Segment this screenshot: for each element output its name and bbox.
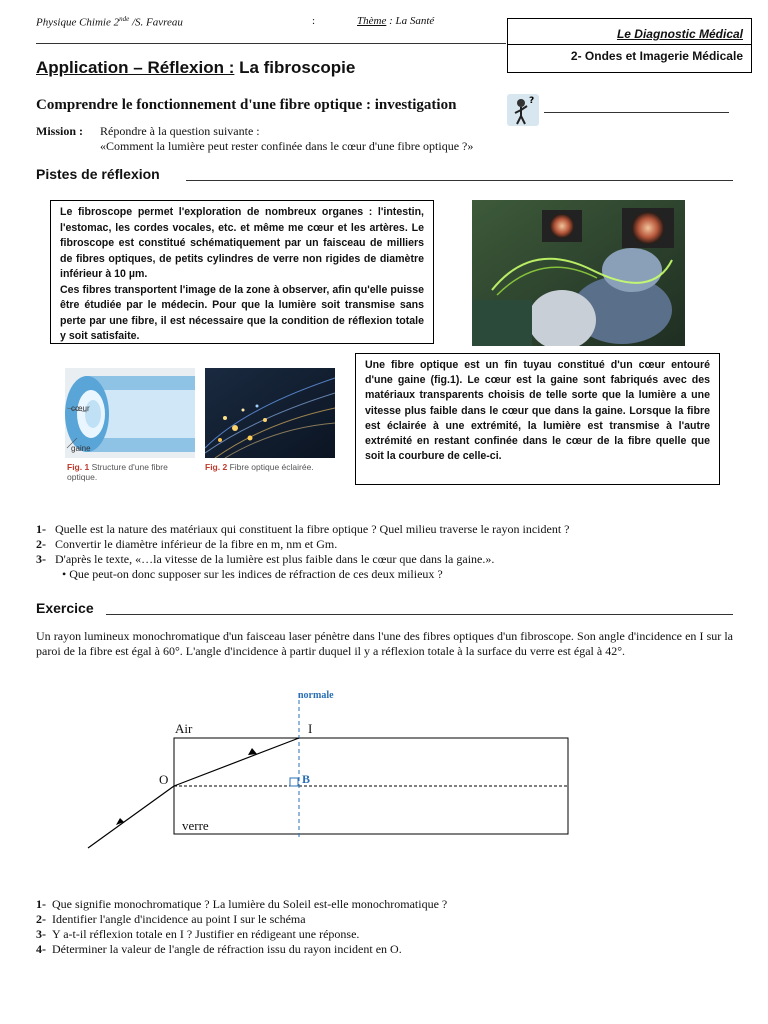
question-3 [36, 552, 494, 567]
question-number: 2- [36, 912, 46, 926]
question-text: D'après le texte, «…la vitesse de la lumière est plus faible dans le cœur que dans la gaine.». [55, 552, 495, 566]
air-label: Air [175, 721, 193, 736]
point-b-label: B [302, 772, 311, 786]
exercice-statement: Un rayon lumineux monochromatique d'un faisceau laser pénètre dans l'une des fibres optiques d'un fibroscope. Son angle d'incidence en I sur la paroi de la fibre est égal à 60°. L'angle d'incidence à partir duquel il y a réflexion totale à la surface du verre est égal à 42°. [36, 629, 733, 658]
question-number: 1- [36, 522, 46, 536]
question-2 [36, 537, 337, 552]
normal-label: normale [298, 690, 334, 701]
page-title-part2: La fibroscopie [234, 58, 356, 77]
fig1-number: Fig. 1 [67, 462, 90, 472]
lit-fiber-figure [205, 368, 335, 458]
fibroscope-paragraph-1: Le fibroscope permet l'exploration de nombreux organes : l'intestin, l'estomac, les cordes vocales, etc. et même me cœur et les artères. Le fibroscope est constitué schématiquement par un faisceau de milliers de fibres optiques, de petits cylindres de verre non rigides de diamètre inférieur à 10 µm. [60, 206, 424, 280]
incident-ray-arrow [116, 818, 124, 825]
mission-label: Mission : [36, 124, 84, 138]
pistes-heading: Pistes de réflexion [36, 166, 160, 182]
fig1-caption-text: Structure d'une fibre optique. [67, 462, 168, 482]
incident-ray [88, 786, 174, 848]
fibroscope-paragraph-2: Ces fibres transportent l'image de la zone à observer, afin qu'elle puisse être étudiée par le médecin. Pour que la lumière soit transmise sans perte par une fibre, il est nécessaire que la condition de réflexion totale y soit satisfaite. [60, 283, 424, 342]
fiber-structure-figure [65, 368, 195, 458]
question-number: 3- [36, 927, 46, 941]
question-number: 4- [36, 942, 46, 956]
question-text: Déterminer la valeur de l'angle de réfraction issu du rayon incident en O. [52, 942, 402, 956]
mission-line-1: Répondre à la question suivante : [100, 124, 260, 138]
chapter-subtitle: 2- Ondes et Imagerie Médicale [570, 49, 743, 63]
point-o-label: O [159, 772, 169, 787]
header-rule [36, 43, 506, 44]
question-text: Y a-t-il réflexion totale en I ? Justifier en rédigeant une réponse. [52, 927, 360, 941]
header-course [36, 15, 183, 29]
point-i-label: I [308, 721, 313, 736]
header-course-sup: nde [119, 15, 130, 23]
subtitle-rule [544, 112, 729, 113]
question-text: Que signifie monochromatique ? La lumière du Soleil est-elle monochromatique ? [52, 897, 448, 911]
header-theme-value: : La Santé [386, 15, 435, 27]
chapter-box [507, 18, 752, 73]
fig1-label-cladding: gaine [71, 444, 91, 453]
investigation-icon [507, 94, 539, 126]
svg-text:?: ? [529, 96, 535, 106]
fig1-caption [67, 462, 197, 482]
refraction-diagram [80, 688, 580, 853]
question-text: Convertir le diamètre inférieur de la fibre en m, nm et Gm. [55, 537, 338, 551]
page-title-part1: Application – Réflexion : [36, 58, 235, 77]
exercice-heading: Exercice [36, 600, 94, 616]
header-theme-label: Thème [357, 15, 387, 27]
header-colon: : [312, 15, 316, 27]
exo-question-1 [36, 897, 447, 912]
question-text: Quelle est la nature des matériaux qui constituent la fibre optique ? Quel milieu traverse le rayon incident ? [55, 522, 570, 536]
fig2-number: Fig. 2 [205, 462, 228, 472]
endoscopy-photo [472, 200, 685, 346]
question-3-bullet: • Que peut-on donc supposer sur les indices de réfraction de ces deux milieux ? [62, 567, 443, 581]
fig1-label-core: cœur [71, 404, 90, 413]
question-number: 2- [36, 537, 46, 551]
fig2-caption-text: Fibre optique éclairée. [227, 462, 314, 472]
chapter-divider [508, 44, 751, 45]
mission-question: «Comment la lumière peut rester confinée dans le cœur d'une fibre optique ?» [100, 139, 474, 153]
fiber-paragraph: Une fibre optique est un fin tuyau constitué d'un cœur entouré d'une gaine (fig.1). Le cœur est la gaine sont fabriqués avec des matériaux transparents choisis de telle sorte que la lumière a une vitesse plus faible dans le cœur que dans la gaine. Lorsque la fibre est éclairée à une extrémité, la lumière est transmise à l'autre extrémité en restant confinée dans le cœur de la fibre quelle que soit la courbure de celle-ci. [365, 359, 710, 463]
chapter-title: Le Diagnostic Médical [616, 27, 743, 41]
header-course-suffix: /S. Favreau [129, 16, 183, 29]
refracted-ray-arrow [248, 748, 257, 755]
header-theme [357, 15, 434, 27]
fibroscope-text-box [50, 200, 434, 344]
glass-label: verre [182, 818, 209, 833]
right-angle-mark [290, 778, 298, 786]
question-number: 3- [36, 552, 46, 566]
fig2-caption [205, 462, 345, 472]
exo-question-3 [36, 927, 359, 942]
fiber-text-box [355, 353, 720, 485]
refracted-ray [174, 738, 299, 786]
exo-question-4 [36, 942, 402, 957]
header-course-prefix: Physique Chimie 2 [36, 16, 120, 29]
question-text: Identifier l'angle d'incidence au point I sur le schéma [52, 912, 306, 926]
page-title [36, 58, 355, 78]
exercice-rule [106, 614, 733, 615]
section-subtitle: Comprendre le fonctionnement d'une fibre optique : investigation [36, 97, 457, 113]
question-1 [36, 522, 569, 537]
question-number: 1- [36, 897, 46, 911]
exo-question-2 [36, 912, 306, 927]
pistes-rule [186, 180, 733, 181]
